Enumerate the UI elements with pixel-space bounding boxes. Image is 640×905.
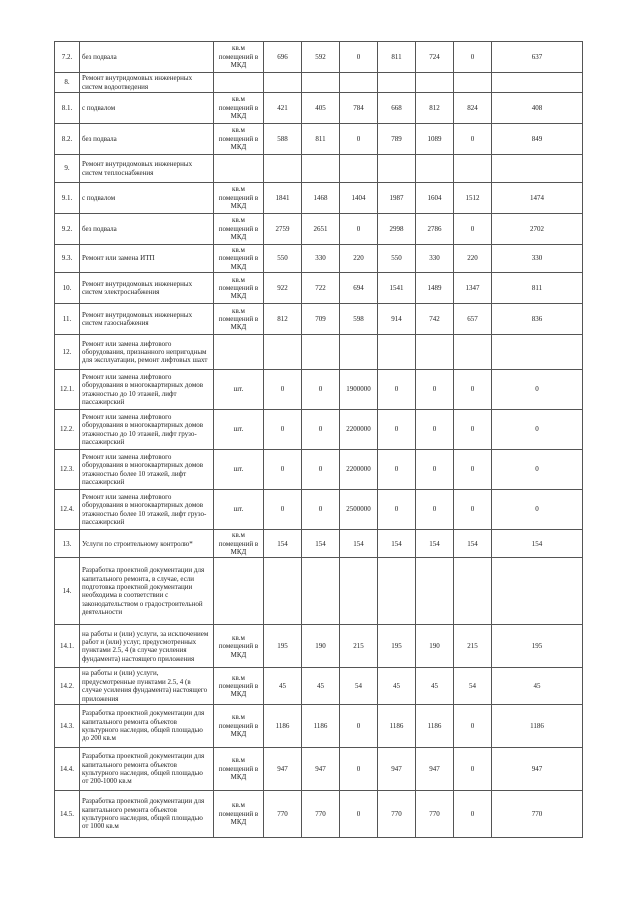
cost-cell: 2500000 <box>340 490 378 530</box>
cost-cell: 789 <box>378 124 416 155</box>
row-unit: кв.м помещений в МКД <box>214 668 264 705</box>
table-row <box>55 558 583 625</box>
row-unit: кв.м помещений в МКД <box>214 273 264 304</box>
cost-cell: 0 <box>340 790 378 837</box>
table-row <box>55 183 583 214</box>
row-unit: кв.м помещений в МКД <box>214 530 264 558</box>
cost-cell <box>454 335 492 370</box>
cost-cell <box>264 558 302 625</box>
cost-cell: 550 <box>378 245 416 273</box>
cost-cell <box>492 335 583 370</box>
cost-cell: 0 <box>378 490 416 530</box>
row-unit <box>214 335 264 370</box>
row-unit: кв.м помещений в МКД <box>214 304 264 335</box>
row-name: Разработка проектной документации для капитального ремонта, в случае, если подготовка проектной документации необходима в соответствии с законодательством о градостроительной деятельности <box>80 558 214 625</box>
row-number: 11. <box>55 304 80 335</box>
cost-cell <box>416 558 454 625</box>
cost-cell: 0 <box>264 410 302 450</box>
cost-cell: 1987 <box>378 183 416 214</box>
table-body <box>55 42 583 838</box>
cost-cell: 0 <box>378 410 416 450</box>
row-name: без подвала <box>80 214 214 245</box>
cost-cell: 0 <box>454 124 492 155</box>
cost-cell: 0 <box>454 450 492 490</box>
row-number: 12.3. <box>55 450 80 490</box>
row-unit: кв.м помещений в МКД <box>214 747 264 790</box>
cost-cell <box>264 155 302 183</box>
row-number: 9. <box>55 155 80 183</box>
cost-cell: 2651 <box>302 214 340 245</box>
cost-cell <box>378 155 416 183</box>
row-name: с подвалом <box>80 93 214 124</box>
cost-cell: 0 <box>378 450 416 490</box>
cost-cell: 190 <box>302 625 340 668</box>
cost-cell: 592 <box>302 42 340 73</box>
row-unit <box>214 155 264 183</box>
cost-cell: 215 <box>340 625 378 668</box>
row-name: Ремонт внутридомовых инженерных систем электроснабжения <box>80 273 214 304</box>
cost-cell: 0 <box>302 450 340 490</box>
cost-cell <box>492 73 583 93</box>
table-row <box>55 450 583 490</box>
cost-cell: 45 <box>378 668 416 705</box>
cost-cell: 0 <box>378 370 416 410</box>
cost-cell: 947 <box>302 747 340 790</box>
cost-cell: 849 <box>492 124 583 155</box>
row-unit: кв.м помещений в МКД <box>214 704 264 747</box>
cost-cell: 812 <box>264 304 302 335</box>
cost-cell <box>416 73 454 93</box>
table-row <box>55 335 583 370</box>
cost-cell: 0 <box>454 370 492 410</box>
row-number: 8.1. <box>55 93 80 124</box>
cost-cell <box>454 73 492 93</box>
row-unit: шт. <box>214 370 264 410</box>
cost-cell: 1604 <box>416 183 454 214</box>
row-number: 8. <box>55 73 80 93</box>
cost-cell: 0 <box>454 490 492 530</box>
cost-cell: 770 <box>378 790 416 837</box>
cost-cell: 0 <box>416 490 454 530</box>
row-name: Разработка проектной документации для капитального ремонта объектов культурного наследия, общей площадью от 200-1000 кв.м <box>80 747 214 790</box>
cost-cell: 195 <box>264 625 302 668</box>
row-unit: кв.м помещений в МКД <box>214 93 264 124</box>
cost-cell: 770 <box>492 790 583 837</box>
cost-cell: 811 <box>378 42 416 73</box>
cost-cell: 0 <box>416 410 454 450</box>
cost-cell: 1186 <box>416 704 454 747</box>
row-unit: кв.м помещений в МКД <box>214 245 264 273</box>
cost-cell <box>302 73 340 93</box>
row-number: 14.1. <box>55 625 80 668</box>
row-number: 10. <box>55 273 80 304</box>
cost-cell: 220 <box>454 245 492 273</box>
table-row <box>55 668 583 705</box>
cost-cell: 598 <box>340 304 378 335</box>
table-row <box>55 410 583 450</box>
cost-cell: 1089 <box>416 124 454 155</box>
row-unit: кв.м помещений в МКД <box>214 625 264 668</box>
row-number: 7.2. <box>55 42 80 73</box>
cost-cell: 2200000 <box>340 410 378 450</box>
cost-cell: 637 <box>492 42 583 73</box>
cost-cell <box>340 155 378 183</box>
cost-cell: 154 <box>416 530 454 558</box>
cost-cell: 1186 <box>378 704 416 747</box>
table-row <box>55 625 583 668</box>
row-unit <box>214 558 264 625</box>
row-name: на работы и (или) услуги, за исключением работ и (или) услуг, предусмотренных пунктами 2.5, 4 (в случае усиления фундамента) настоящего приложения <box>80 625 214 668</box>
cost-cell: 770 <box>302 790 340 837</box>
cost-cell: 922 <box>264 273 302 304</box>
cost-cell: 405 <box>302 93 340 124</box>
cost-cell: 694 <box>340 273 378 304</box>
table-row <box>55 370 583 410</box>
cost-cell: 1900000 <box>340 370 378 410</box>
cost-cell: 836 <box>492 304 583 335</box>
row-number: 9.3. <box>55 245 80 273</box>
row-number: 8.2. <box>55 124 80 155</box>
cost-cell <box>416 155 454 183</box>
row-number: 14.3. <box>55 704 80 747</box>
row-unit: кв.м помещений в МКД <box>214 214 264 245</box>
cost-cell: 1186 <box>492 704 583 747</box>
table-row <box>55 304 583 335</box>
cost-cell: 154 <box>378 530 416 558</box>
cost-cell: 330 <box>302 245 340 273</box>
row-name: Ремонт или замена лифтового оборудования в многоквартирных домов этажностью более 10 этажей, лифт грузо-пассажирский <box>80 490 214 530</box>
cost-cell: 45 <box>264 668 302 705</box>
cost-cell: 0 <box>264 450 302 490</box>
cost-cell <box>378 558 416 625</box>
cost-cell: 550 <box>264 245 302 273</box>
cost-cell: 154 <box>340 530 378 558</box>
cost-cell: 0 <box>492 410 583 450</box>
row-number: 13. <box>55 530 80 558</box>
cost-cell: 54 <box>340 668 378 705</box>
row-number: 14.2. <box>55 668 80 705</box>
row-number: 12.2. <box>55 410 80 450</box>
row-name: без подвала <box>80 124 214 155</box>
cost-cell: 947 <box>492 747 583 790</box>
cost-cell <box>340 73 378 93</box>
cost-cell: 2702 <box>492 214 583 245</box>
row-number: 12. <box>55 335 80 370</box>
row-name: Ремонт внутридомовых инженерных систем газоснабжения <box>80 304 214 335</box>
cost-table <box>54 41 583 838</box>
cost-cell: 54 <box>454 668 492 705</box>
row-unit <box>214 73 264 93</box>
row-name: Ремонт или замена лифтового оборудования, признанного непригодным для эксплуатации, ремонт лифтовых шахт <box>80 335 214 370</box>
row-name: Ремонт или замена лифтового оборудования в многоквартирных домов этажностью более 10 этажей, лифт пассажирский <box>80 450 214 490</box>
cost-cell: 1347 <box>454 273 492 304</box>
cost-cell <box>378 335 416 370</box>
cost-cell: 0 <box>454 214 492 245</box>
cost-cell: 657 <box>454 304 492 335</box>
cost-cell: 154 <box>454 530 492 558</box>
cost-cell: 824 <box>454 93 492 124</box>
table-row <box>55 93 583 124</box>
row-number: 14.4. <box>55 747 80 790</box>
table-row <box>55 155 583 183</box>
cost-cell: 0 <box>454 704 492 747</box>
cost-cell <box>264 73 302 93</box>
row-unit: шт. <box>214 450 264 490</box>
table-row <box>55 73 583 93</box>
cost-cell <box>454 155 492 183</box>
cost-cell: 1489 <box>416 273 454 304</box>
row-name: Ремонт внутридомовых инженерных систем теплоснабжения <box>80 155 214 183</box>
cost-cell: 2998 <box>378 214 416 245</box>
row-name: Разработка проектной документации для капитального ремонта объектов культурного наследия, общей площадью до 200 кв.м <box>80 704 214 747</box>
cost-cell: 0 <box>340 704 378 747</box>
cost-cell: 770 <box>264 790 302 837</box>
cost-cell: 330 <box>416 245 454 273</box>
cost-cell: 812 <box>416 93 454 124</box>
row-number: 14. <box>55 558 80 625</box>
row-number: 12.4. <box>55 490 80 530</box>
cost-cell: 195 <box>378 625 416 668</box>
cost-cell: 0 <box>454 747 492 790</box>
row-unit: кв.м помещений в МКД <box>214 790 264 837</box>
cost-cell: 770 <box>416 790 454 837</box>
cost-cell: 947 <box>416 747 454 790</box>
row-number: 14.5. <box>55 790 80 837</box>
cost-cell: 154 <box>264 530 302 558</box>
cost-cell: 811 <box>302 124 340 155</box>
cost-cell: 668 <box>378 93 416 124</box>
cost-cell <box>264 335 302 370</box>
row-number: 9.1. <box>55 183 80 214</box>
cost-cell: 0 <box>264 490 302 530</box>
row-name: Ремонт внутридомовых инженерных систем водоотведения <box>80 73 214 93</box>
cost-cell <box>492 155 583 183</box>
table-row <box>55 490 583 530</box>
cost-cell: 421 <box>264 93 302 124</box>
cost-cell: 0 <box>340 747 378 790</box>
row-name: с подвалом <box>80 183 214 214</box>
cost-cell: 2200000 <box>340 450 378 490</box>
cost-cell: 696 <box>264 42 302 73</box>
cost-cell: 914 <box>378 304 416 335</box>
table-row <box>55 704 583 747</box>
cost-cell: 1404 <box>340 183 378 214</box>
cost-cell: 588 <box>264 124 302 155</box>
cost-cell: 45 <box>302 668 340 705</box>
cost-cell: 154 <box>492 530 583 558</box>
cost-cell: 0 <box>492 490 583 530</box>
row-unit: кв.м помещений в МКД <box>214 42 264 73</box>
cost-cell <box>302 558 340 625</box>
row-unit: шт. <box>214 410 264 450</box>
cost-cell <box>340 335 378 370</box>
cost-cell: 722 <box>302 273 340 304</box>
table-row <box>55 273 583 304</box>
cost-cell: 330 <box>492 245 583 273</box>
cost-cell: 154 <box>302 530 340 558</box>
cost-cell <box>454 558 492 625</box>
cost-cell: 1474 <box>492 183 583 214</box>
cost-cell: 45 <box>492 668 583 705</box>
table-row <box>55 530 583 558</box>
cost-cell: 2759 <box>264 214 302 245</box>
cost-cell <box>302 335 340 370</box>
cost-cell: 408 <box>492 93 583 124</box>
cost-cell: 0 <box>302 370 340 410</box>
cost-cell: 195 <box>492 625 583 668</box>
table-row <box>55 42 583 73</box>
cost-cell: 811 <box>492 273 583 304</box>
cost-cell: 0 <box>454 42 492 73</box>
table-row <box>55 245 583 273</box>
cost-cell: 215 <box>454 625 492 668</box>
row-name: на работы и (или) услуги, предусмотренные пунктами 2.5, 4 (в случае усиления фундамента) настоящего приложения <box>80 668 214 705</box>
row-name: без подвала <box>80 42 214 73</box>
row-name: Разработка проектной документации для капитального ремонта объектов культурного наследия, общей площадью от 1000 кв.м <box>80 790 214 837</box>
cost-cell: 0 <box>454 790 492 837</box>
cost-cell <box>416 335 454 370</box>
cost-cell <box>340 558 378 625</box>
cost-cell <box>378 73 416 93</box>
cost-cell: 1512 <box>454 183 492 214</box>
table-row <box>55 747 583 790</box>
cost-cell: 2786 <box>416 214 454 245</box>
row-number: 9.2. <box>55 214 80 245</box>
cost-cell: 0 <box>340 214 378 245</box>
cost-cell: 1468 <box>302 183 340 214</box>
cost-cell: 0 <box>302 490 340 530</box>
cost-cell: 0 <box>416 450 454 490</box>
cost-cell: 1186 <box>302 704 340 747</box>
cost-cell: 709 <box>302 304 340 335</box>
cost-cell: 0 <box>340 42 378 73</box>
cost-cell: 45 <box>416 668 454 705</box>
cost-cell: 0 <box>340 124 378 155</box>
cost-cell: 1186 <box>264 704 302 747</box>
cost-cell: 742 <box>416 304 454 335</box>
cost-cell: 1841 <box>264 183 302 214</box>
cost-cell: 0 <box>492 370 583 410</box>
cost-cell: 190 <box>416 625 454 668</box>
row-name: Ремонт или замена лифтового оборудования в многоквартирных домов этажностью до 10 этажей, лифт пассажирский <box>80 370 214 410</box>
table-row <box>55 124 583 155</box>
row-name: Ремонт или замена лифтового оборудования в многоквартирных домов этажностью до 10 этажей, лифт грузо-пассажирский <box>80 410 214 450</box>
cost-cell: 220 <box>340 245 378 273</box>
cost-cell: 0 <box>302 410 340 450</box>
row-unit: кв.м помещений в МКД <box>214 183 264 214</box>
cost-cell: 0 <box>492 450 583 490</box>
cost-cell: 947 <box>264 747 302 790</box>
table-row <box>55 214 583 245</box>
row-number: 12.1. <box>55 370 80 410</box>
cost-cell: 0 <box>416 370 454 410</box>
cost-cell: 0 <box>454 410 492 450</box>
row-unit: шт. <box>214 490 264 530</box>
row-name: Услуги по строительному контролю* <box>80 530 214 558</box>
cost-cell <box>492 558 583 625</box>
cost-cell: 724 <box>416 42 454 73</box>
cost-cell: 1541 <box>378 273 416 304</box>
cost-cell: 0 <box>264 370 302 410</box>
cost-cell: 947 <box>378 747 416 790</box>
table-row <box>55 790 583 837</box>
row-name: Ремонт или замена ИТП <box>80 245 214 273</box>
cost-cell <box>302 155 340 183</box>
cost-cell: 784 <box>340 93 378 124</box>
row-unit: кв.м помещений в МКД <box>214 124 264 155</box>
